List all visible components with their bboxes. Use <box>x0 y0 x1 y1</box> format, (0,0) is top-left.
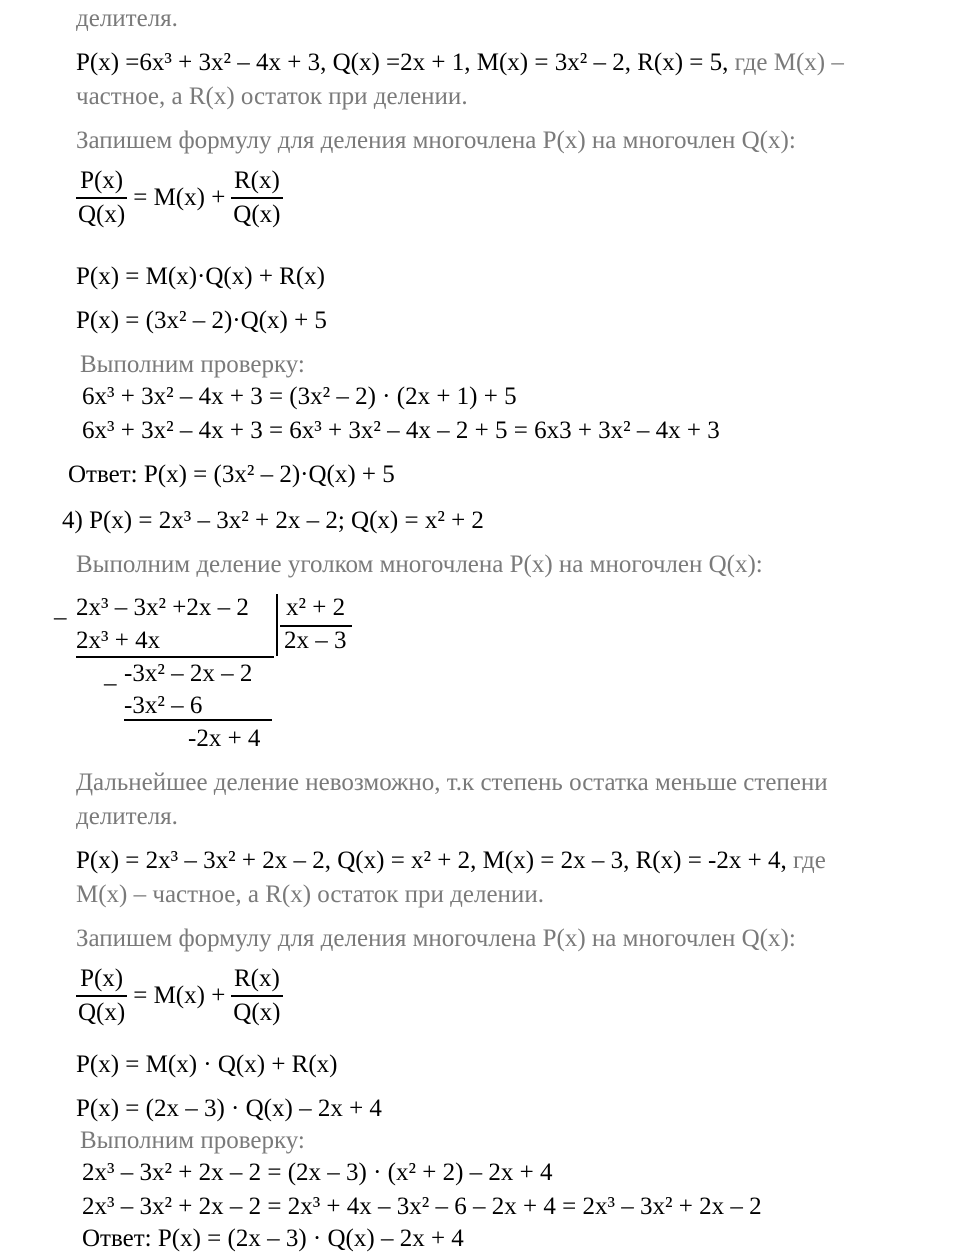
division-subtrahend-2: -3x² – 6 <box>124 692 203 719</box>
text-line: делителя. <box>76 5 178 32</box>
division-underline-1 <box>76 656 274 658</box>
fraction-r-over-q <box>231 966 282 1026</box>
text-line: Запишем формулу для деления многочлена P(x) на многочлен Q(x): <box>76 925 796 952</box>
answer-line: Ответ: P(x) = (2x – 3) · Q(x) – 2x + 4 <box>82 1225 464 1252</box>
text-line: 6x³ + 3x² – 4x + 3 = 6x³ + 3x² – 4x – 2 + 5 = 6x3 + 3x² – 4x + 3 <box>82 417 720 444</box>
denominator: Q(x) <box>231 197 282 228</box>
numerator: P(x) <box>80 965 124 992</box>
text-line: P(x) = M(x) · Q(x) + R(x) <box>76 1051 338 1078</box>
formula-part: P(x) = 2x³ – 3x² + 2x – 2, Q(x) = x² + 2, M(x) = 2x – 3, R(x) = -2x + 4, <box>76 847 787 874</box>
numerator: R(x) <box>233 167 280 194</box>
division-underline-2 <box>124 719 272 721</box>
division-remainder-2: -2x + 4 <box>188 725 261 752</box>
formula-note: где <box>786 847 826 874</box>
denominator: Q(x) <box>76 197 127 228</box>
fraction-p-over-q <box>76 966 127 1026</box>
fraction-r-over-q <box>231 168 282 228</box>
text-line <box>76 48 844 78</box>
fraction-formula <box>76 966 283 1026</box>
text-line: P(x) = (3x² – 2)·Q(x) + 5 <box>76 307 327 334</box>
text-line: 2x³ – 3x² + 2x – 2 = (2x – 3) · (x² + 2) – 2x + 4 <box>82 1159 553 1186</box>
text-line: P(x) = (2x – 3) · Q(x) – 2x + 4 <box>76 1095 382 1122</box>
division-minus-sign: – <box>54 604 67 631</box>
division-subtrahend-1: 2x³ + 4x <box>76 627 161 654</box>
formula-part: P(x) =6x³ + 3x² – 4x + 3, Q(x) =2x + 1, M(x) = 3x² – 2, R(x) = 5, <box>76 49 729 76</box>
text-line: Выполним деление уголком многочлена P(x) на многочлен Q(x): <box>76 551 763 578</box>
division-dividend: 2x³ – 3x² +2x – 2 <box>76 594 249 621</box>
text-line: частное, а R(x) остаток при делении. <box>76 83 468 110</box>
text-line: Выполним проверку: <box>80 1127 305 1154</box>
text-line: P(x) = M(x)·Q(x) + R(x) <box>76 263 325 290</box>
text-line: 6x³ + 3x² – 4x + 3 = (3x² – 2) · (2x + 1) + 5 <box>82 383 517 410</box>
numerator: R(x) <box>233 965 280 992</box>
division-bracket-vertical <box>276 594 278 656</box>
division-minus-sign: – <box>104 670 117 697</box>
text-line: 2x³ – 3x² + 2x – 2 = 2x³ + 4x – 3x² – 6 – 2x + 4 = 2x³ – 3x² + 2x – 2 <box>82 1193 762 1220</box>
answer-line: Ответ: P(x) = (3x² – 2)·Q(x) + 5 <box>68 461 395 488</box>
division-quotient: 2x – 3 <box>284 627 347 654</box>
formula-note: где M(x) – <box>728 49 844 76</box>
division-remainder-1: -3x² – 2x – 2 <box>124 660 253 687</box>
text-line: делителя. <box>76 803 178 830</box>
text-line: Дальнейшее деление невозможно, т.к степень остатка меньше степени <box>76 769 828 796</box>
numerator: P(x) <box>80 167 124 194</box>
text-line <box>76 846 826 876</box>
fraction-middle: = M(x) + <box>133 982 226 1009</box>
denominator: Q(x) <box>76 995 127 1026</box>
text-line: Запишем формулу для деления многочлена P(x) на многочлен Q(x): <box>76 127 796 154</box>
text-line: Выполним проверку: <box>80 351 305 378</box>
fraction-middle: = M(x) + <box>133 184 226 211</box>
task-heading: 4) P(x) = 2x³ – 3x² + 2x – 2; Q(x) = x² + 2 <box>62 507 484 534</box>
fraction-formula <box>76 168 283 228</box>
fraction-p-over-q <box>76 168 127 228</box>
division-divisor: x² + 2 <box>286 594 346 621</box>
denominator: Q(x) <box>231 995 282 1026</box>
text-line: M(x) – частное, а R(x) остаток при делении. <box>76 881 544 908</box>
